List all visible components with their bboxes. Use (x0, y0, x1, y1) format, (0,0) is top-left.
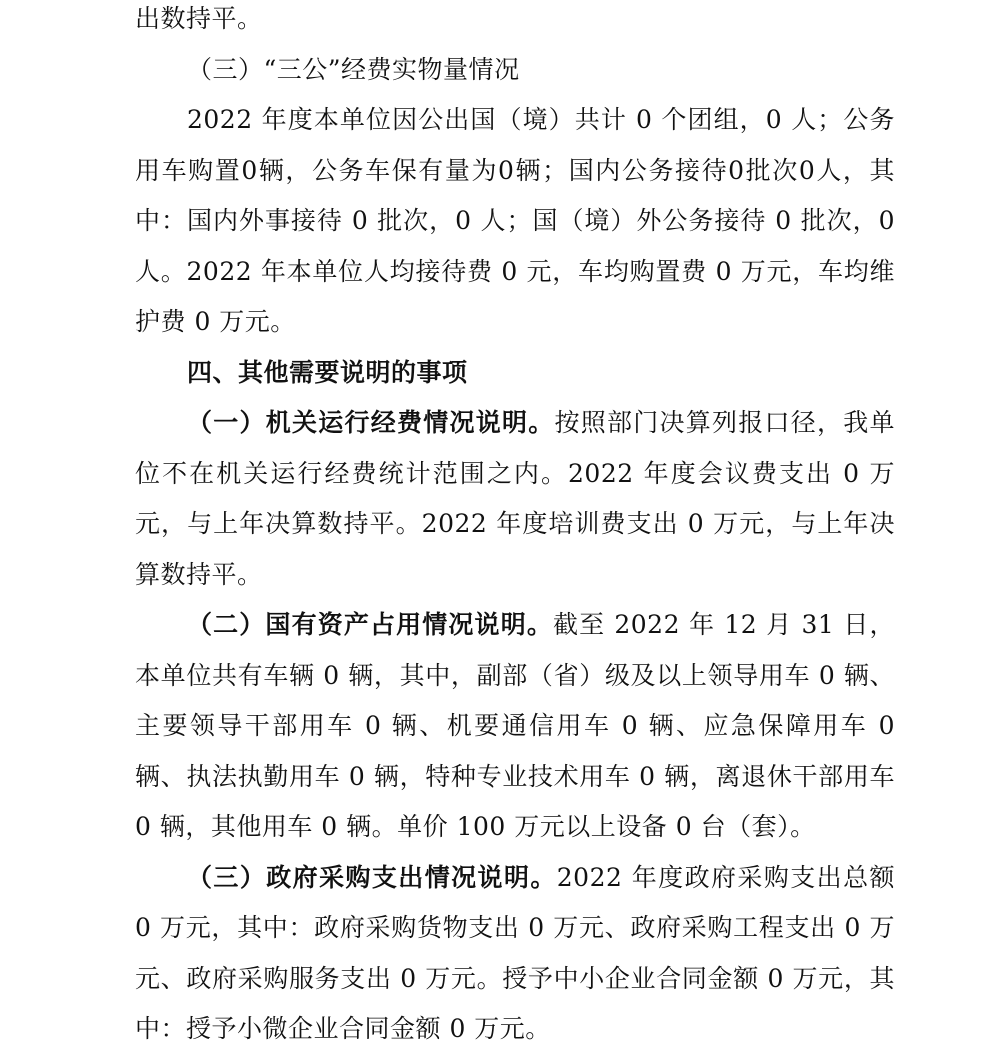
paragraph-body-state-assets: 截至 2022 年 12 月 31 日，本单位共有车辆 0 辆，其中，副部（省）级及以上领导用车 0 辆、主要领导干部用车 0 辆、机要通信用车 0 辆、应急保障用车 0 辆、执法执勤用车 0 辆，特种专业技术用车 0 辆，离退休干部用车 0 辆，其他用车 0 辆。单价 100 万元以上设备 0 台（套）。 (135, 610, 895, 841)
paragraph-continuation: 出数持平。 (135, 4, 263, 33)
paragraph-lead-operating-expenses: （一）机关运行经费情况说明。 (187, 408, 555, 437)
paragraph-operating-expenses (135, 398, 895, 600)
paragraph-three-public-quantities: 2022 年度本单位因公出国（境）共计 0 个团组，0 人；公务用车购置0辆，公务车保有量为0辆；国内公务接待0批次0人，其中：国内外事接待 0 批次，0 人；国（境）外公务接待 0 批次，0 人。2022 年本单位人均接待费 0 元，车均购置费 0 万元，车均维护费 0 万元。 (135, 105, 895, 336)
paragraph-lead-state-assets: （二）国有资产占用情况说明。 (187, 610, 553, 639)
document-page (135, 0, 895, 1055)
paragraph-government-procurement (135, 853, 895, 1055)
section-heading-other-matters: 四、其他需要说明的事项 (187, 357, 468, 387)
paragraph-body-government-procurement: 2022 年度政府采购支出总额 0 万元，其中：政府采购货物支出 0 万元、政府采购工程支出 0 万元、政府采购服务支出 0 万元。授予中小企业合同金额 0 万元，其中：授予小微企业合同金额 0 万元。 (135, 862, 895, 1043)
paragraph-state-assets (135, 600, 895, 853)
subsection-heading-three-public: （三）“三公”经费实物量情况 (187, 54, 520, 84)
paragraph-body-operating-expenses: 按照部门决算列报口径，我单位不在机关运行经费统计范围之内。2022 年度会议费支出 0 万元，与上年决算数持平。2022 年度培训费支出 0 万元，与上年决算数持平。 (135, 408, 895, 589)
paragraph-lead-government-procurement: （三）政府采购支出情况说明。 (187, 862, 557, 892)
